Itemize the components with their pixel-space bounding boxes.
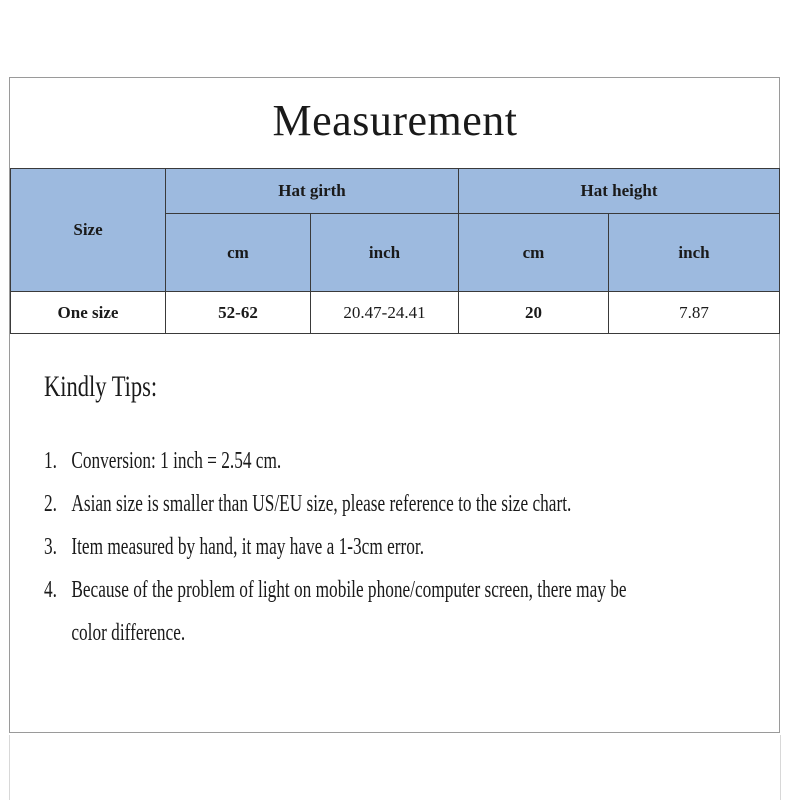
unit-header-girth-cm: cm <box>166 214 311 292</box>
tip-text: Item measured by hand, it may have a 1-3cm error. <box>71 534 425 560</box>
unit-header-girth-inch: inch <box>311 214 459 292</box>
size-table <box>10 168 780 334</box>
tips-heading: Kindly Tips: <box>44 370 158 403</box>
list-item <box>44 526 627 569</box>
size-header-cell: Size <box>11 169 166 292</box>
tip-number: 2. <box>44 491 57 517</box>
tip-text: Because of the problem of light on mobile phone/computer screen, there may be <box>71 577 627 603</box>
height-inch-cell: 7.87 <box>609 292 780 334</box>
tip-text: Asian size is smaller than US/EU size, please reference to the size chart. <box>71 491 572 517</box>
right-edge-line <box>780 735 781 800</box>
page-title: Measurement <box>272 96 518 145</box>
tips-list <box>44 440 627 655</box>
list-item <box>44 569 627 612</box>
left-edge-line <box>9 735 10 800</box>
unit-header-height-cm: cm <box>459 214 609 292</box>
girth-inch-cell: 20.47-24.41 <box>311 292 459 334</box>
hat-girth-header: Hat girth <box>166 169 459 214</box>
list-item <box>44 483 627 526</box>
tip-text: Conversion: 1 inch = 2.54 cm. <box>71 448 282 474</box>
tip-number: 4. <box>44 577 57 603</box>
tip-number: 1. <box>44 448 57 474</box>
table-header-row <box>11 169 780 214</box>
unit-header-height-inch: inch <box>609 214 780 292</box>
hat-height-header: Hat height <box>459 169 780 214</box>
tip-number: 3. <box>44 534 57 560</box>
table-row <box>11 292 780 334</box>
tip-continuation: color difference. <box>71 620 186 646</box>
girth-cm-cell: 52-62 <box>166 292 311 334</box>
height-cm-cell: 20 <box>459 292 609 334</box>
list-item <box>44 440 627 483</box>
row-label-cell: One size <box>11 292 166 334</box>
